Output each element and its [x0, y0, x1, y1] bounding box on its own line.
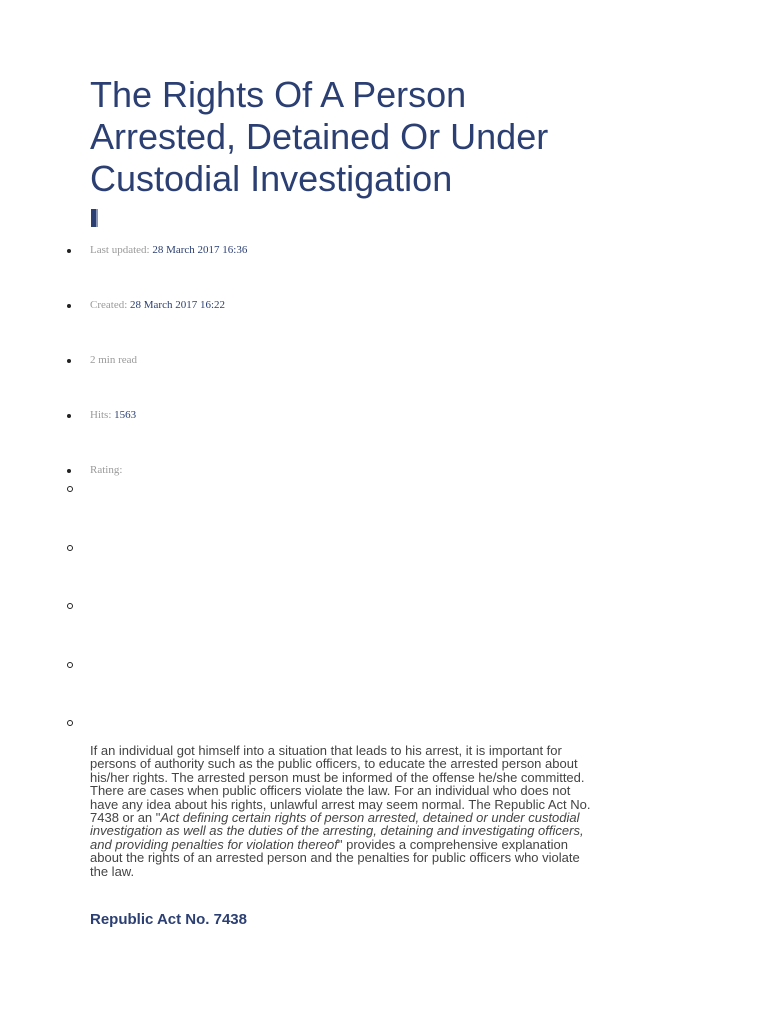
text-cursor-icon [91, 209, 96, 227]
created-value: 28 March 2017 16:22 [130, 299, 226, 311]
body-line [90, 811, 680, 824]
act-title: investigation as well as the duties of the arresting, detaining and investigating officers, [90, 823, 584, 839]
body-line: the law. [90, 863, 135, 879]
bullet-icon [67, 359, 71, 363]
act-title: and providing penalties for violation thereof [90, 836, 338, 852]
bullet-icon [67, 304, 71, 308]
title-line: Custodial Investigation [90, 158, 453, 199]
article-body [90, 744, 680, 878]
last-updated-value: 28 March 2017 16:36 [152, 244, 248, 256]
article-title [90, 74, 730, 200]
body-line: If an individual got himself into a situation that leads to his arrest, it is important for [90, 743, 562, 758]
title-line: Arrested, Detained Or Under [90, 116, 549, 157]
title-line: The Rights Of A Person [90, 74, 467, 115]
last-updated-label: Last updated: [90, 244, 150, 256]
body-line: persons of authority such as the public officers, to educate the arrested person about [90, 756, 578, 772]
rating-label: Rating: [90, 464, 123, 476]
body-line [90, 838, 680, 851]
body-text: 7438 or an " [90, 810, 161, 826]
body-line: about the rights of an arrested person and the penalties for public officers who violate [90, 850, 580, 866]
hits-label: Hits: [90, 409, 112, 421]
act-title: Act defining certain rights of person arrested, detained or under custodial [160, 810, 580, 826]
bullet-icon [67, 249, 71, 253]
body-line: his/her rights. The arrested person must be informed of the offense he/she committed. [90, 769, 585, 785]
rating-star-icon[interactable] [67, 603, 73, 609]
bullet-icon [67, 414, 71, 418]
created-label: Created: [90, 299, 128, 311]
last-updated [90, 244, 247, 256]
rating-star-icon[interactable] [67, 720, 73, 726]
read-time: 2 min read [90, 354, 138, 366]
hits [90, 409, 136, 421]
rating-star-icon[interactable] [67, 545, 73, 551]
body-line [90, 824, 680, 837]
created-date [90, 299, 225, 311]
bullet-icon [67, 469, 71, 473]
rating-star-icon[interactable] [67, 486, 73, 492]
section-heading: Republic Act No. 7438 [90, 911, 247, 929]
body-text: " provides a comprehensive explanation [337, 836, 568, 852]
rating-star-icon[interactable] [67, 662, 73, 668]
body-line: have any idea about his rights, unlawful arrest may seem normal. The Republic Act No. [90, 796, 591, 812]
body-line: There are cases when public officers violate the law. For an individual who does not [90, 783, 571, 799]
hits-value: 1563 [114, 409, 137, 421]
